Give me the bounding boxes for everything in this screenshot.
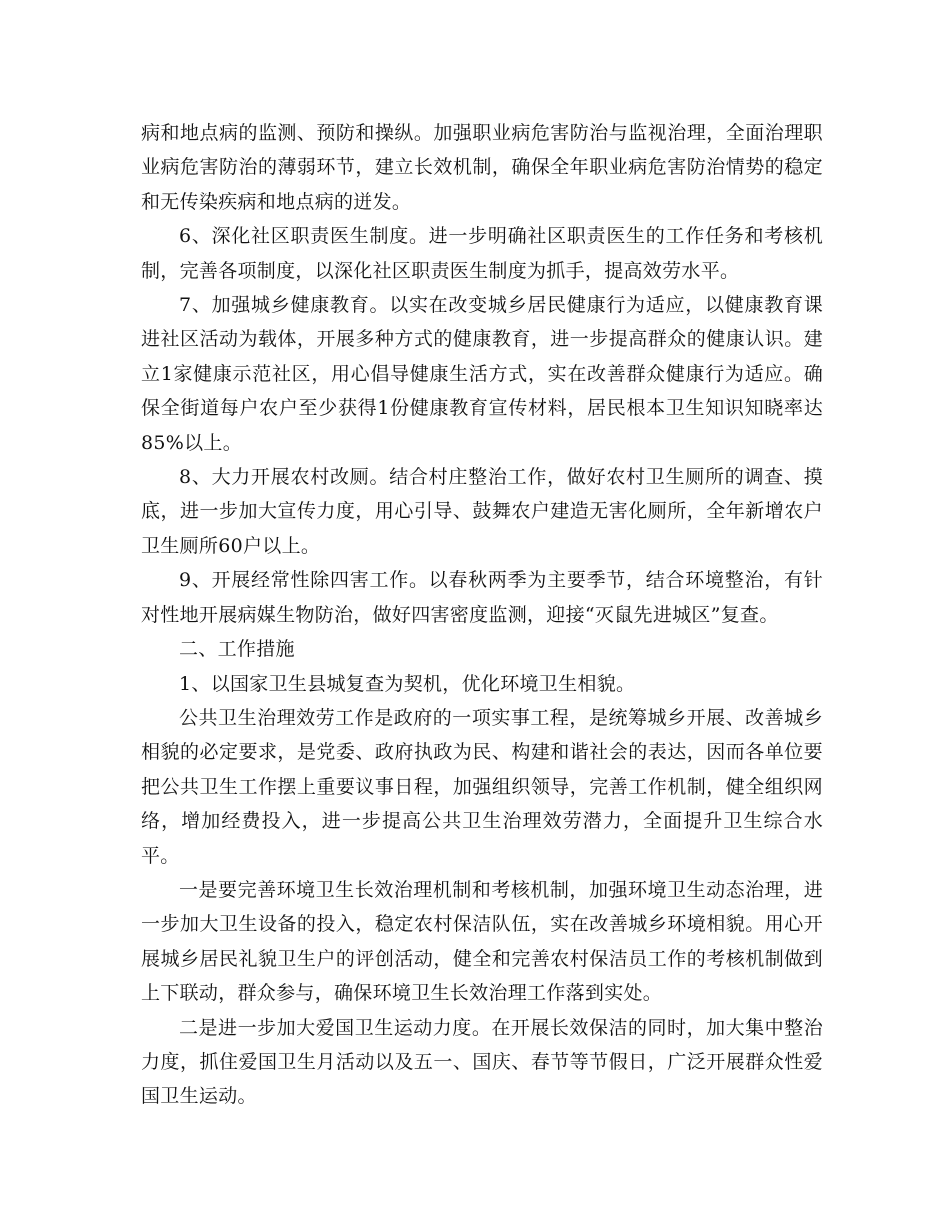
- paragraph-item-6: 6、深化社区职责医生制度。进一步明确社区职责医生的工作任务和考核机制，完善各项制度，以深化社区职责医生制度为抓手，提高效劳水平。: [141, 225, 823, 282]
- document-body: [141, 116, 823, 1114]
- section-heading-work-measures: 二、工作措施: [179, 638, 295, 661]
- paragraph-measure-1-body: 公共卫生治理效劳工作是政府的一项实事工程，是统筹城乡开展、改善城乡相貌的必定要求，是党委、政府执政为民、构建和谐社会的表达，因而各单位要把公共卫生工作摆上重要议事日程，加强组织领导，完善工作机制，健全组织网络，增加经费投入，进一步提高公共卫生治理效劳潜力，全面提升卫生综合水平。: [141, 706, 823, 867]
- paragraph-item-9: 9、开展经常性除四害工作。以春秋两季为主要季节，结合环境整治，有针对性地开展病媒生物防治，做好四害密度监测，迎接“灭鼠先进城区”复查。: [141, 569, 823, 626]
- paragraph-item-7: 7、加强城乡健康教育。以实在改变城乡居民健康行为适应，以健康教育课进社区活动为载体，开展多种方式的健康教育，进一步提高群众的健康认识。建立1家健康示范社区，用心倡导健康生活方式，实在改善群众健康行为适应。确保全街道每户农户至少获得1份健康教育宣传材料，居民根本卫生知识知晓率达85%以上。: [141, 294, 823, 454]
- paragraph-continuation: 病和地点病的监测、预防和操纵。加强职业病危害防治与监视治理，全面治理职业病危害防治的薄弱环节，建立长效机制，确保全年职业病危害防治情势的稳定和无传染疾病和地点病的迸发。: [141, 122, 823, 213]
- paragraph-measure-1-a: 一是要完善环境卫生长效治理机制和考核机制，加强环境卫生动态治理，进一步加大卫生设备的投入，稳定农村保洁队伍，实在改善城乡环境相貌。用心开展城乡居民礼貌卫生户的评创活动，健全和完善农村保洁员工作的考核机制做到上下联动，群众参与，确保环境卫生长效治理工作落到实处。: [141, 878, 823, 1005]
- paragraph-item-8: 8、大力开展农村改厕。结合村庄整治工作，做好农村卫生厕所的调查、摸底，进一步加大宣传力度，用心引导、鼓舞农户建造无害化厕所，全年新增农户卫生厕所60户以上。: [141, 466, 823, 557]
- paragraph-measure-1-b: 二是进一步加大爱国卫生运动力度。在开展长效保洁的同时，加大集中整治力度，抓住爱国卫生月活动以及五一、国庆、春节等节假日，广泛开展群众性爱国卫生运动。: [141, 1016, 823, 1108]
- paragraph-measure-1-heading: 1、以国家卫生县城复查为契机，优化环境卫生相貌。: [179, 672, 636, 695]
